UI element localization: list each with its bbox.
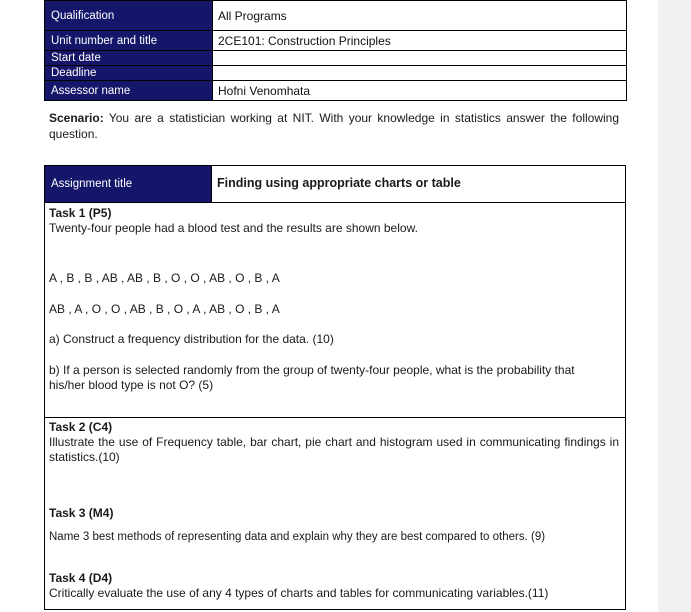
task1-part-a: a) Construct a frequency distribution for the data. (10)	[49, 332, 334, 346]
info-row-assessor	[45, 81, 627, 101]
task1-part-b: b) If a person is selected randomly from the group of twenty-four people, what is the probability that his/her blood type is not O? (5)	[49, 363, 575, 392]
task4-heading: Task 4 (D4)	[49, 571, 113, 585]
deadline-label: Deadline	[45, 66, 213, 81]
assignment-title-value: Finding using appropriate charts or table	[217, 176, 461, 190]
qualification-label: Qualification	[45, 1, 213, 31]
assessor-value: Hofni Venomhata	[213, 81, 627, 101]
start-date-label: Start date	[45, 51, 213, 66]
scenario-label: Scenario:	[49, 111, 104, 125]
info-row-deadline	[45, 66, 627, 81]
qualification-value: All Programs	[213, 1, 627, 31]
task3-text: Name 3 best methods of representing data and explain why they are best compared to others. (9)	[49, 531, 546, 543]
assignment-title-label: Assignment title	[44, 165, 212, 203]
start-date-value	[213, 51, 627, 66]
task1-data-line1: A , B , B , AB , AB , B , O , O , AB , O , B , A	[49, 271, 280, 285]
task2-heading: Task 2 (C4)	[49, 420, 113, 434]
info-row-unit	[45, 31, 627, 51]
assessor-label: Assessor name	[45, 81, 213, 101]
scenario-paragraph	[49, 110, 619, 142]
info-row-start-date	[45, 51, 627, 66]
deadline-value	[213, 66, 627, 81]
info-row-qualification	[45, 1, 627, 31]
scenario-text: You are a statistician working at NIT. With your knowledge in statistics answer the following question.	[49, 111, 620, 141]
task1-heading: Task 1 (P5)	[49, 206, 112, 220]
unit-value: 2CE101: Construction Principles	[213, 31, 627, 51]
task3-heading: Task 3 (M4)	[49, 506, 114, 520]
assignment-info-table	[44, 0, 627, 101]
task1-intro: Twenty-four people had a blood test and the results are shown below.	[49, 221, 418, 235]
unit-label: Unit number and title	[45, 31, 213, 51]
task1-data-line2: AB , A , O , O , AB , B , O , A , AB , O , B , A	[49, 302, 280, 316]
page-margin	[658, 0, 691, 612]
task4-text: Critically evaluate the use of any 4 types of charts and tables for communicating variables.(11)	[49, 586, 549, 600]
task2-text: Illustrate the use of Frequency table, bar chart, pie chart and histogram used in communicating findings in statistics.(10)	[49, 435, 619, 464]
